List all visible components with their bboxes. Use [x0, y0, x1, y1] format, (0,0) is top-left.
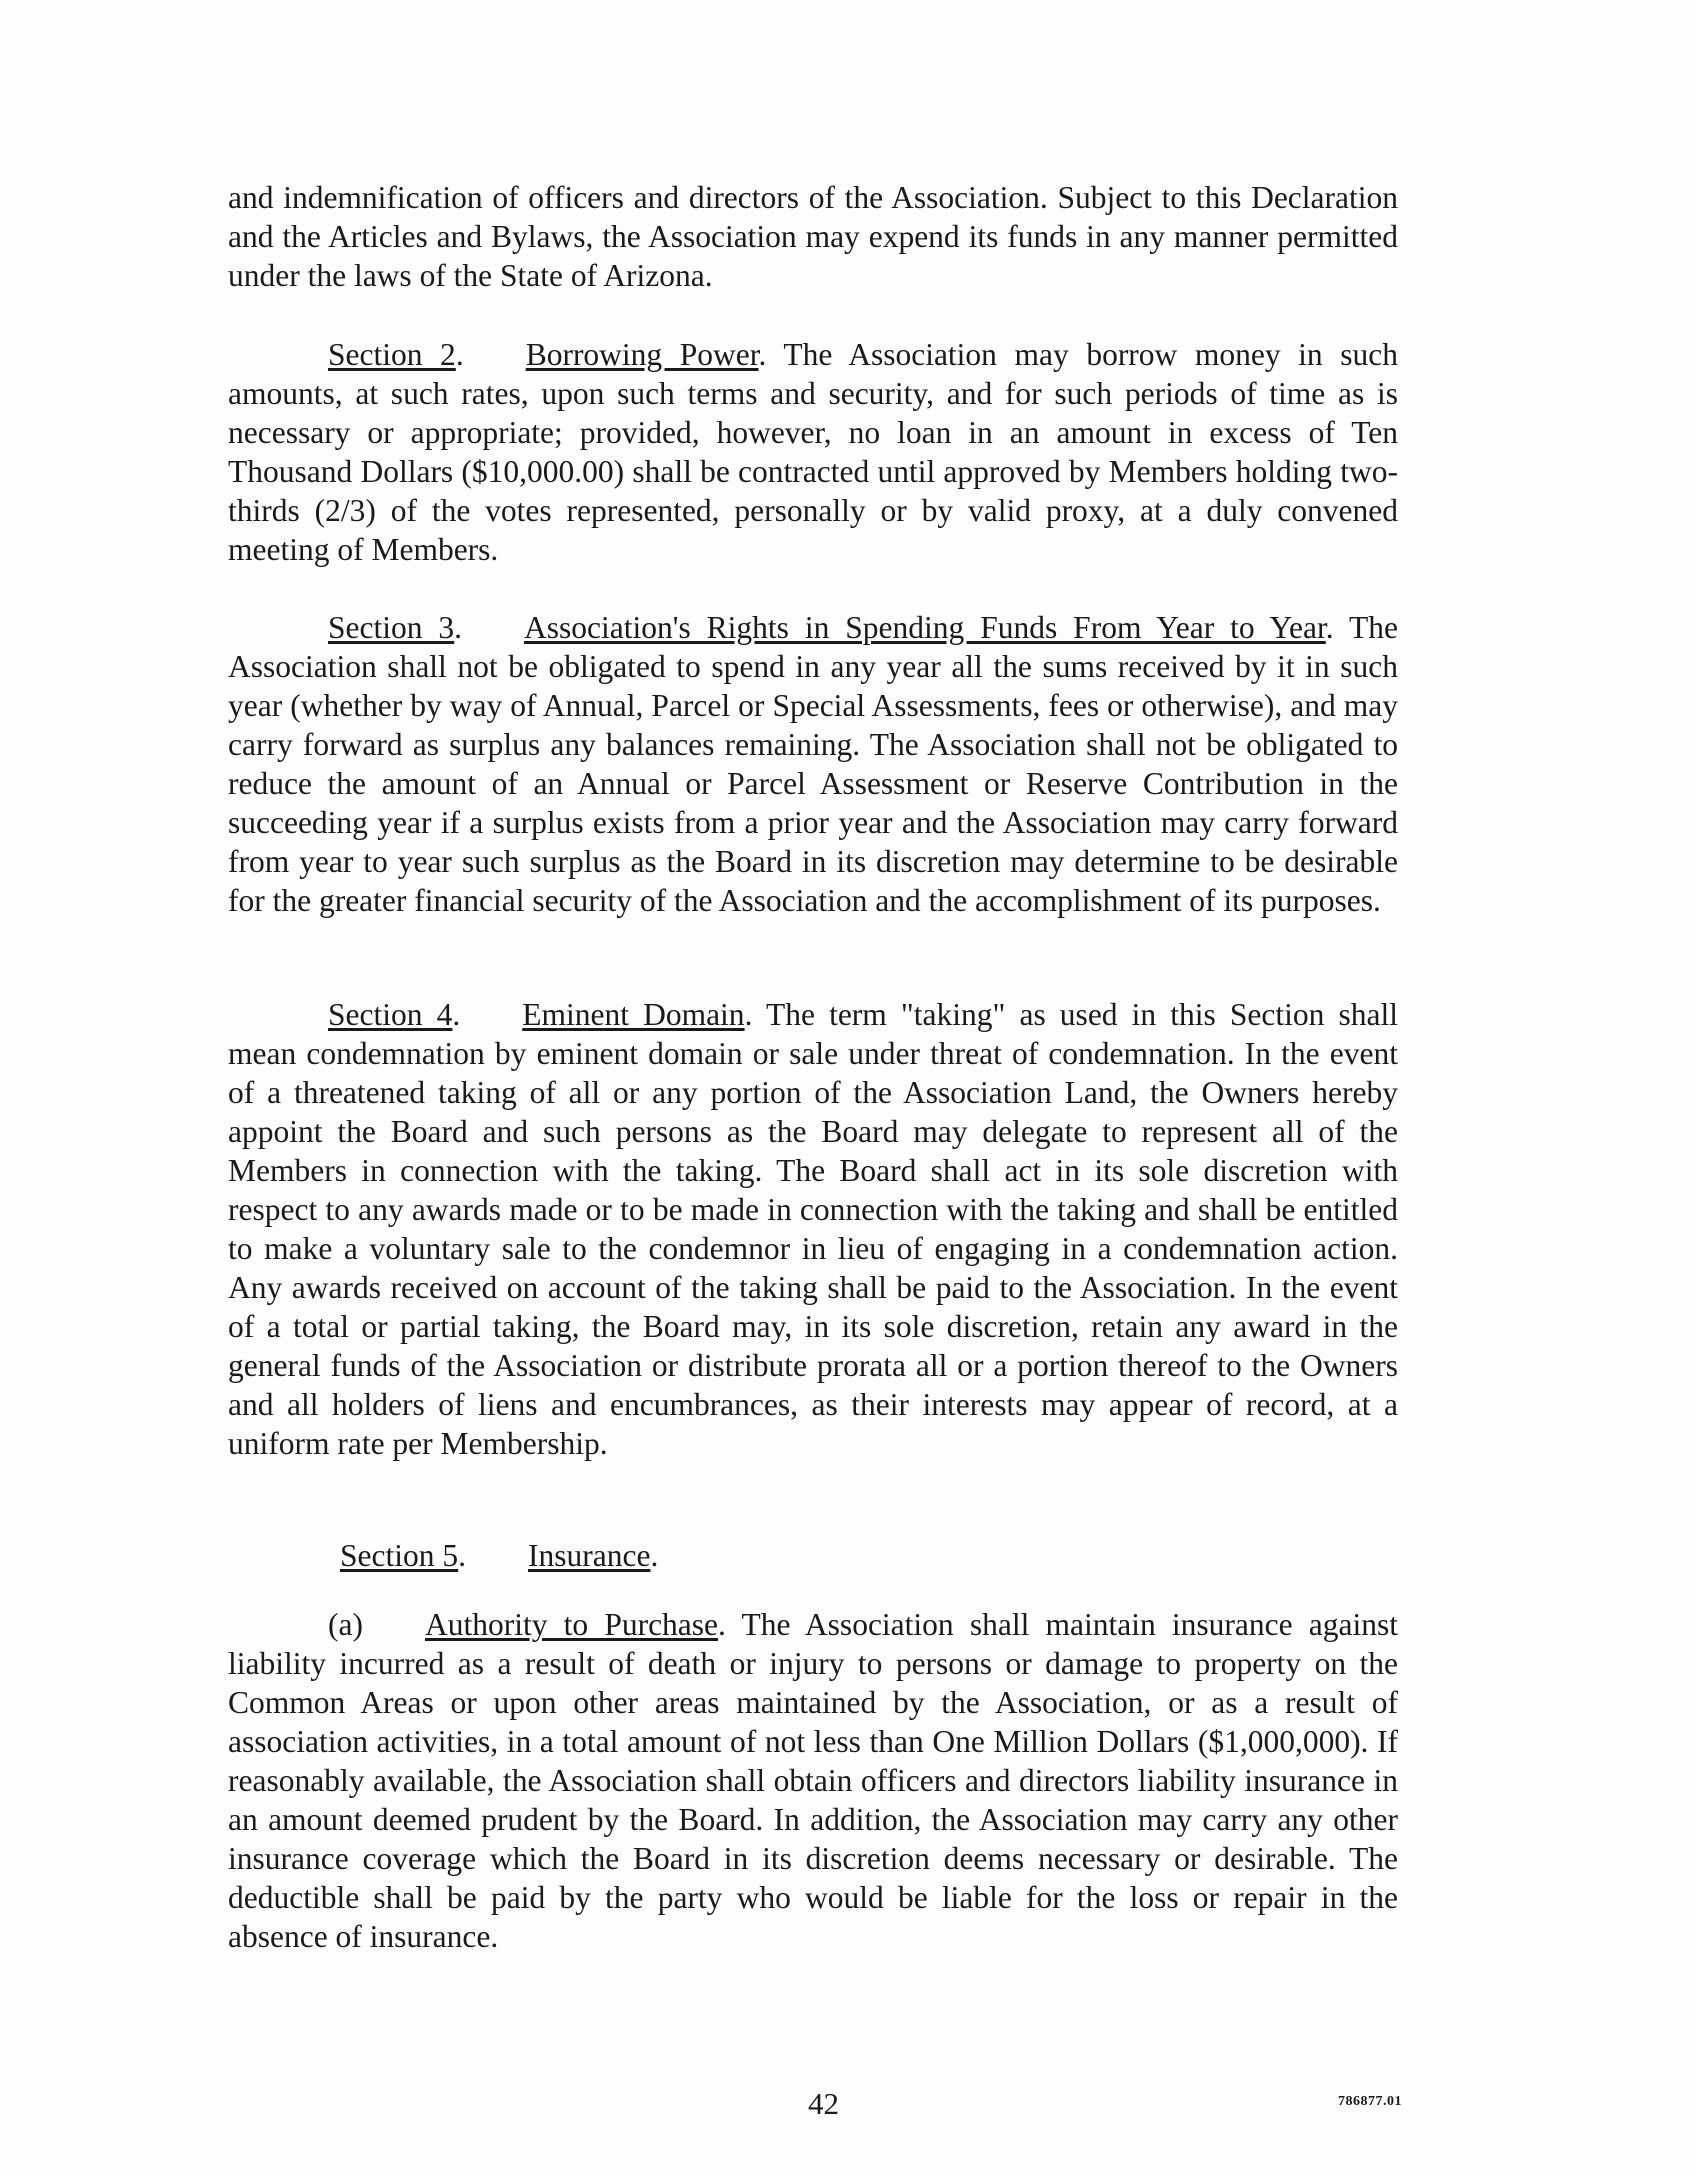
section-2-title: Borrowing Power	[525, 337, 759, 372]
section-4-label: Section 4	[328, 997, 453, 1032]
section-4-body: The term "taking" as used in this Section shall mean condemnation by eminent domain or sale under threat of condemnation. In the event of a threatened taking of all or any portion of the Association Land, the Owners hereby appoint the Board and such persons as the Board may delegate to represent all of the Members in connection with the taking. The Board shall act in its sole discretion with respect to any awards made or to be made in connection with the taking and shall be entitled to make a voluntary sale to the condemnor in lieu of engaging in a condemnation action. Any awards received on account of the taking shall be paid to the Association. In the event of a total or partial taking, the Board may, in its sole discretion, retain any award in the general funds of the Association or distribute prorata all or a portion thereof to the Owners and all holders of liens and encumbrances, as their interests may appear of record, at a uniform rate per Membership.	[228, 997, 1398, 1461]
section-5-label: Section 5	[340, 1538, 459, 1573]
page-number: 42	[808, 2086, 839, 2121]
section-3-body: The Association shall not be obligated to spend in any year all the sums received by it in such year (whether by way of Annual, Parcel or Special Assessments, fees or otherwise), and may carry forward as surplus any balances remaining. The Association shall not be obligated to reduce the amount of an Annual or Parcel Assessment or Reserve Contribution in the succeeding year if a surplus exists from a prior year and the Association may carry forward from year to year such surplus as the Board in its discretion may determine to be desirable for the greater financial security of the Association and the accomplishment of its purposes.	[228, 610, 1398, 918]
section-2-paragraph: Section 2. Borrowing Power. The Association may borrow money in such amounts, at such rates, upon such terms and security, and for such periods of time as is necessary or appropriate; provided, however, no loan in an amount in excess of Ten Thousand Dollars ($10,000.00) shall be contracted until approved by Members holding two-thirds (2/3) of the votes represented, personally or by valid proxy, at a duly convened meeting of Members.	[228, 337, 1398, 567]
subsection-a-paragraph: (a) Authority to Purchase. The Association shall maintain insurance against liability incurred as a result of death or injury to persons or damage to property on the Common Areas or upon other areas maintained by the Association, or as a result of association activities, in a total amount of not less than One Million Dollars ($1,000,000). If reasonably available, the Association shall obtain officers and directors liability insurance in an amount deemed prudent by the Board. In addition, the Association may carry any other insurance coverage which the Board in its discretion deems necessary or desirable. The deductible shall be paid by the party who would be liable for the loss or repair in the absence of insurance.	[228, 1607, 1398, 1954]
section-4-paragraph: Section 4. Eminent Domain. The term "taking" as used in this Section shall mean condemnation by eminent domain or sale under threat of condemnation. In the event of a threatened taking of all or any portion of the Association Land, the Owners hereby appoint the Board and such persons as the Board may delegate to represent all of the Members in connection with the taking. The Board shall act in its sole discretion with respect to any awards made or to be made in connection with the taking and shall be entitled to make a voluntary sale to the condemnor in lieu of engaging in a condemnation action. Any awards received on account of the taking shall be paid to the Association. In the event of a total or partial taking, the Board may, in its sole discretion, retain any award in the general funds of the Association or distribute prorata all or a portion thereof to the Owners and all holders of liens and encumbrances, as their interests may appear of record, at a uniform rate per Membership.	[228, 997, 1398, 1461]
section-5-heading: Section 5. Insurance.	[340, 1538, 659, 1573]
section-3-paragraph: Section 3. Association's Rights in Spending Funds From Year to Year. The Association shall not be obligated to spend in any year all the sums received by it in such year (whether by way of Annual, Parcel or Special Assessments, fees or otherwise), and may carry forward as surplus any balances remaining. The Association shall not be obligated to reduce the amount of an Annual or Parcel Assessment or Reserve Contribution in the succeeding year if a surplus exists from a prior year and the Association may carry forward from year to year such surplus as the Board in its discretion may determine to be desirable for the greater financial security of the Association and the accomplishment of its purposes.	[228, 610, 1398, 918]
subsection-a-title: Authority to Purchase	[424, 1607, 719, 1642]
section-5-title: Insurance	[528, 1538, 651, 1573]
section-3-label: Section 3	[328, 610, 455, 645]
section-4-title: Eminent Domain	[522, 997, 745, 1032]
subsection-a-body: The Association shall maintain insurance against liability incurred as a result of death or injury to persons or damage to property on the Common Areas or upon other areas maintained by the Association, or as a result of association activities, in a total amount of not less than One Million Dollars ($1,000,000). If reasonably available, the Association shall obtain officers and directors liability insurance in an amount deemed prudent by the Board. In addition, the Association may carry any other insurance coverage which the Board in its discretion deems necessary or desirable. The deductible shall be paid by the party who would be liable for the loss or repair in the absence of insurance.	[228, 1607, 1398, 1954]
document-id: 786877.01	[1338, 2094, 1402, 2109]
section-2-label: Section 2	[328, 337, 456, 372]
subsection-a-label: (a)	[328, 1607, 363, 1642]
section-3-title: Association's Rights in Spending Funds From Year to Year	[524, 610, 1326, 645]
paragraph-intro: and indemnification of officers and directors of the Association. Subject to this Declaration and the Articles and Bylaws, the Association may expend its funds in any manner permitted under the laws of the State of Arizona.	[228, 180, 1398, 293]
section-2-body: The Association may borrow money in such amounts, at such rates, upon such terms and security, and for such periods of time as is necessary or appropriate; provided, however, no loan in an amount in excess of Ten Thousand Dollars ($10,000.00) shall be contracted until approved by Members holding two-thirds (2/3) of the votes represented, personally or by valid proxy, at a duly convened meeting of Members.	[228, 337, 1398, 567]
